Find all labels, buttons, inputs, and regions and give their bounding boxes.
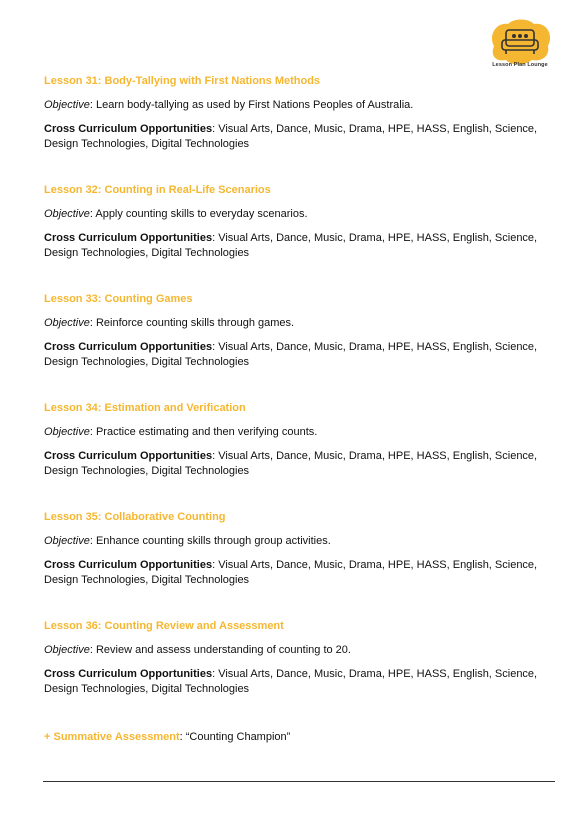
lesson-31 <box>44 74 556 152</box>
cross-curriculum-text: : Visual Arts, Dance, Music, Drama, HPE, HASS, English, Science, Design Technologies, Digital Technologies <box>44 559 538 586</box>
objective-label: Objective <box>44 426 90 438</box>
logo-text: Lesson Plan Lounge <box>492 62 548 68</box>
cross-curriculum <box>44 122 556 152</box>
summative-label: + Summative Assessment <box>44 731 180 743</box>
summative-assessment <box>44 730 556 745</box>
cross-curriculum <box>44 558 556 588</box>
lesson-objective <box>44 425 556 440</box>
objective-label: Objective <box>44 208 90 220</box>
lesson-title: Lesson 34: Estimation and Verification <box>44 402 246 414</box>
cross-curriculum <box>44 449 556 479</box>
lesson-title: Lesson 35: Collaborative Counting <box>44 511 226 523</box>
cross-curriculum-label: Cross Curriculum Opportunities <box>44 559 213 571</box>
cross-curriculum-text: : Visual Arts, Dance, Music, Drama, HPE, HASS, English, Science, Design Technologies, Digital Technologies <box>44 450 538 477</box>
cross-curriculum-label: Cross Curriculum Opportunities <box>44 450 213 462</box>
lesson-list <box>44 74 556 745</box>
cross-curriculum-text: : Visual Arts, Dance, Music, Drama, HPE, HASS, English, Science, Design Technologies, Digital Technologies <box>44 123 538 150</box>
cross-curriculum <box>44 667 556 697</box>
lesson-33 <box>44 292 556 370</box>
cross-curriculum-text: : Visual Arts, Dance, Music, Drama, HPE, HASS, English, Science, Design Technologies, Digital Technologies <box>44 232 538 259</box>
lesson-36 <box>44 619 556 745</box>
lesson-objective <box>44 98 556 113</box>
cross-curriculum-text: : Visual Arts, Dance, Music, Drama, HPE, HASS, English, Science, Design Technologies, Digital Technologies <box>44 341 538 368</box>
lesson-title: Lesson 36: Counting Review and Assessment <box>44 620 284 632</box>
lesson-objective <box>44 534 556 549</box>
objective-label: Objective <box>44 535 90 547</box>
cross-curriculum-label: Cross Curriculum Opportunities <box>44 341 213 353</box>
lesson-title: Lesson 32: Counting in Real-Life Scenarios <box>44 184 271 196</box>
lesson-title: Lesson 33: Counting Games <box>44 293 193 305</box>
lesson-objective <box>44 207 556 222</box>
cross-curriculum-label: Cross Curriculum Opportunities <box>44 123 213 135</box>
cross-curriculum <box>44 340 556 370</box>
objective-label: Objective <box>44 644 90 656</box>
cross-curriculum-label: Cross Curriculum Opportunities <box>44 232 213 244</box>
objective-text: : Practice estimating and then verifying counts. <box>89 426 318 438</box>
objective-text: : Apply counting skills to everyday scenarios. <box>89 208 308 220</box>
objective-label: Objective <box>44 317 90 329</box>
objective-label: Objective <box>44 99 90 111</box>
objective-text: : Learn body-tallying as used by First Nations Peoples of Australia. <box>89 99 414 111</box>
objective-text: : Review and assess understanding of counting to 20. <box>89 644 351 656</box>
lesson-title: Lesson 31: Body-Tallying with First Nations Methods <box>44 75 321 87</box>
footer-divider <box>43 781 555 782</box>
objective-text: : Enhance counting skills through group activities. <box>89 535 331 547</box>
summative-value: : “Counting Champion” <box>179 731 291 743</box>
objective-text: : Reinforce counting skills through games. <box>89 317 295 329</box>
cross-curriculum-text: : Visual Arts, Dance, Music, Drama, HPE, HASS, English, Science, Design Technologies, Digital Technologies <box>44 668 538 695</box>
lesson-35 <box>44 510 556 588</box>
lesson-34 <box>44 401 556 479</box>
lesson-objective <box>44 643 556 658</box>
cross-curriculum <box>44 231 556 261</box>
cross-curriculum-label: Cross Curriculum Opportunities <box>44 668 213 680</box>
lesson-objective <box>44 316 556 331</box>
lesson-32 <box>44 183 556 261</box>
